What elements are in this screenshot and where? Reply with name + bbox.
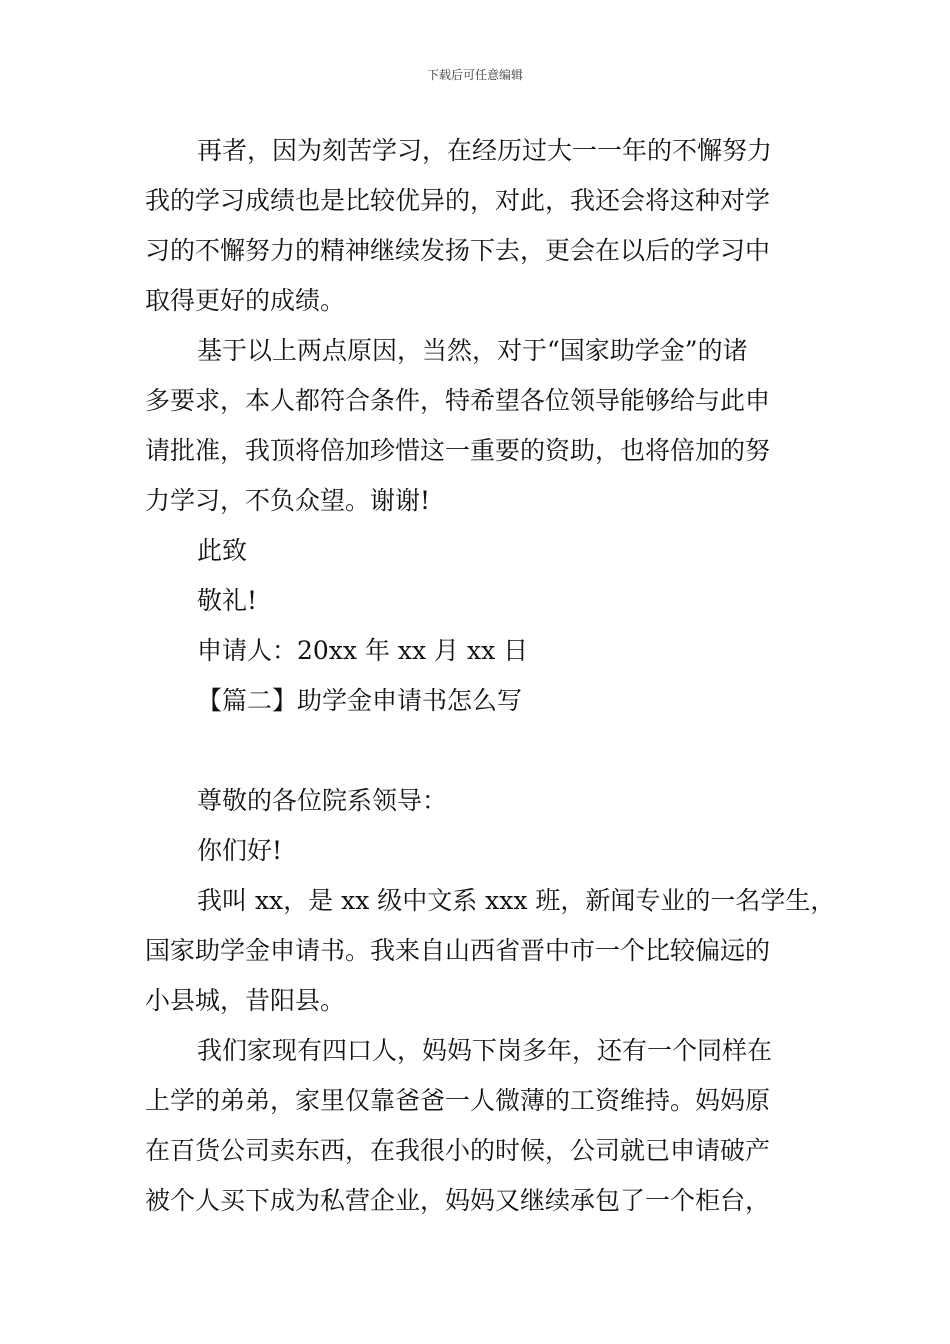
paragraph-line: 被个人买下成为私营企业，妈妈又继续承包了一个柜台， bbox=[145, 1186, 771, 1215]
paragraph-line: 基于以上两点原因，当然，对于“国家助学金”的诸 bbox=[197, 336, 748, 365]
paragraph-line: 我们家现有四口人，妈妈下岗多年，还有一个同样在 bbox=[197, 1036, 773, 1065]
paragraph-line: 我叫 xx，是 xx 级中文系 xxx 班，新闻专业的一名学生， bbox=[197, 886, 836, 915]
page-header-watermark: 下载后可任意编辑 bbox=[426, 68, 523, 82]
document-body bbox=[145, 126, 836, 1226]
applicant-date-line: 申请人：20xx 年 xx 月 xx 日 bbox=[197, 636, 529, 665]
paragraph-line: 习的不懈努力的精神继续发扬下去，更会在以后的学习中 bbox=[145, 236, 771, 265]
paragraph-line: 上学的弟弟，家里仅靠爸爸一人微薄的工资维持。妈妈原 bbox=[145, 1086, 771, 1115]
greeting-line: 你们好! bbox=[197, 836, 283, 865]
paragraph-line: 请批准，我顶将倍加珍惜这一重要的资助，也将倍加的努 bbox=[145, 436, 771, 465]
paragraph-line: 我的学习成绩也是比较优异的，对此，我还会将这种对学 bbox=[145, 186, 771, 215]
paragraph-line: 力学习，不负众望。谢谢! bbox=[145, 486, 431, 515]
section-heading: 【篇二】助学金申请书怎么写 bbox=[197, 686, 523, 715]
paragraph-line: 取得更好的成绩。 bbox=[145, 286, 346, 315]
blank-spacer bbox=[145, 726, 810, 776]
greeting-line: 尊敬的各位院系领导： bbox=[197, 786, 448, 815]
paragraph-line: 国家助学金申请书。我来自山西省晋中市一个比较偏远的 bbox=[145, 936, 771, 965]
paragraph-line: 在百货公司卖东西，在我很小的时候，公司就已申请破产 bbox=[145, 1136, 771, 1165]
paragraph-line: 再者，因为刻苦学习，在经历过大一一年的不懈努力 bbox=[197, 136, 773, 165]
salutation-line: 敬礼! bbox=[197, 586, 258, 615]
paragraph-line: 多要求，本人都符合条件，特希望各位领导能够给与此申 bbox=[145, 386, 771, 415]
paragraph-line: 小县城，昔阳县。 bbox=[145, 986, 346, 1015]
closing-line: 此致 bbox=[197, 536, 248, 565]
